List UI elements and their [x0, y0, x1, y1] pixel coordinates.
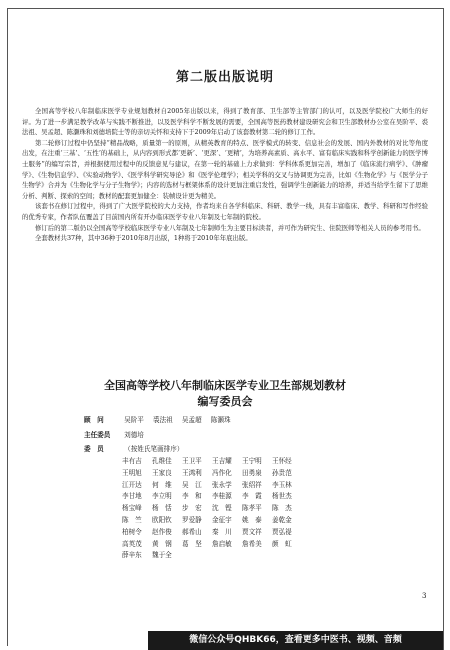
member-name: 郝希山 — [182, 527, 202, 536]
member-name: 李 和 — [182, 492, 202, 501]
member-name: 陈 杰 — [272, 504, 292, 513]
page-border-left — [7, 8, 8, 646]
member-name: 孔维佳 — [152, 457, 172, 465]
member-name: 詹启敏 — [212, 539, 232, 548]
member-name: 步 宏 — [182, 504, 202, 513]
member-name: 李玉林 — [272, 480, 292, 489]
role-label: 主任委员 — [84, 431, 111, 439]
page-border-top — [7, 8, 443, 9]
member-name: 欧阳钦 — [152, 515, 172, 524]
advisor-name: 吴孟超 — [181, 416, 202, 424]
member-name: 王家良 — [152, 468, 172, 477]
member-name: 赵作俊 — [152, 527, 172, 536]
member-name: 田勇泉 — [242, 468, 262, 477]
member-name: 王吉耀 — [212, 457, 232, 465]
member-name: 李立明 — [152, 492, 172, 501]
member-name: 魏于全 — [152, 551, 172, 560]
member-name: 姜乾金 — [272, 515, 292, 524]
preface-body — [22, 106, 428, 244]
role-director — [84, 429, 151, 439]
member-name: 姚 泰 — [242, 515, 262, 524]
member-name: 贾弘禔 — [272, 527, 292, 536]
member-row — [122, 491, 362, 503]
role-members — [84, 443, 190, 453]
role-advisors — [84, 414, 238, 424]
member-name: 秦 川 — [212, 527, 232, 536]
member-name: 丰有吉 — [122, 457, 142, 465]
member-name: 王明旭 — [122, 468, 142, 477]
advisor-name: 陈灏珠 — [210, 416, 231, 424]
paragraph: 全国高等学校八年制临床医学专业规划教材自2005年出版以来，得到了教育部、卫生部等主管部门的认可，以及医学院校广大师生的好评。为了进一步满足教学改革与实践不断推进，以及医学科学不断发展的需要，全国高等医药教材建设研究会和卫生部教材办公室在吴阶平、裘法祖、吴孟超、陈灏珠和刘德培院士等的亲切关怀和支持下于2009年启动了该套教材第二轮的修订工作。 — [22, 107, 428, 137]
member-name: 李桂源 — [212, 492, 232, 501]
page-number: 3 — [422, 592, 427, 600]
member-row — [122, 456, 362, 468]
member-name: 张永学 — [212, 480, 232, 489]
member-row — [122, 527, 362, 539]
advisor-name: 吴阶平 — [124, 416, 144, 424]
member-name: 杨宝峰 — [122, 504, 142, 513]
member-name: 颜 虹 — [272, 539, 292, 548]
role-label: 顾 问 — [84, 416, 104, 424]
page-border-right — [443, 8, 444, 650]
paragraph: 该套书在修订过程中，得到了广大医学院校的大力支持，作者均来自各学科临床、科研、教学一线，具有丰富临床、教学、科研和写作经验的优秀专家，作者队伍覆盖了目前国内所有开办临床医学专业八年制及七年制的院校。 — [22, 202, 428, 221]
paragraph: 修订后的第二版仍以全国高等学校临床医学专业八年制及七年制师生为主要目标读者，并可作为研究生、住院医师等相关人员的参考用书。 — [35, 223, 425, 232]
member-name: 沈 铿 — [212, 504, 232, 513]
member-row — [122, 503, 362, 515]
member-name: 冯作化 — [212, 468, 232, 477]
member-name: 王卫平 — [182, 457, 202, 465]
member-name: 李 霞 — [242, 492, 262, 501]
member-name: 王怀经 — [272, 457, 292, 465]
member-name: 吴 江 — [182, 480, 202, 489]
member-name: 张绍祥 — [242, 480, 262, 489]
member-name: 杨世杰 — [272, 492, 292, 501]
member-row — [122, 550, 362, 562]
paragraph: 第二轮修订过程中仍坚持“精品战略，质量第一的原则，从精英教育的特点、医学模式的转变、信息社会的发展、国内外教材的对比等角度出发，在注重‘三基’、‘五性’的基础上，从内容到形式都‘更新’、‘更深’、‘更精’，为培养高素质、高水平、富有临床实践和科学创新能力的医学博士服务”的编写宗旨，并根据使用过程中的反馈意见与建议，在第一轮的基础上力求做到：学科体系更加完善，增加了《临床流行病学》、《肿瘤学》、《生物信息学》、《实验动物学》、《医学科学研究导论》和《医学伦理学》；相关学科的交叉与协调更为完善，比如《生物化学》与《医学分子生物学》合并为《生物化学与分子生物学》；内容的选材与框架体系的设计更加注重启发性，强调学生创新能力的培养，并适当给学生留下了思维分析、判断、探索的空间；教材的配套更加健全：装帧设计更为精美。 — [22, 138, 428, 200]
member-name: 柏树令 — [122, 527, 142, 536]
member-name: 李甘地 — [122, 492, 142, 501]
advisor-name: 裘法祖 — [153, 416, 173, 424]
member-name: 葛 坚 — [182, 539, 202, 548]
member-row — [122, 539, 362, 551]
member-name: 黄 钢 — [152, 539, 172, 548]
member-name: 陈 竺 — [122, 515, 142, 524]
page-title: 第二版出版说明 — [175, 70, 274, 85]
watermark-banner: 微信公众号QHBK66，查看更多中医书、视频、音频 — [148, 631, 443, 650]
committee-subtitle-line: 编写委员会 — [197, 395, 253, 408]
member-name: 江开达 — [122, 480, 142, 489]
member-row — [122, 515, 362, 527]
member-name: 王宁明 — [242, 457, 262, 465]
member-name: 陈孝平 — [242, 504, 262, 513]
member-name: 高英茂 — [122, 539, 142, 548]
member-name: 罗爱静 — [182, 515, 202, 524]
role-label: 委 员 — [84, 445, 104, 453]
member-name: 贾文祥 — [242, 527, 262, 536]
member-name: 詹希美 — [242, 539, 262, 548]
member-name: 王鸿利 — [182, 468, 202, 477]
member-name: 金征宇 — [212, 515, 232, 524]
member-name: 薛辛东 — [122, 551, 142, 560]
paragraph: 全套教材共37种，其中36种于2010年8月出版，1种将于2010年年底出版。 — [35, 234, 252, 243]
committee-heading — [22, 378, 428, 410]
member-list — [122, 456, 362, 562]
sort-note: （按姓氏笔画排序） — [124, 445, 184, 453]
member-name: 何 维 — [152, 480, 172, 489]
member-row — [122, 480, 362, 492]
member-row — [122, 468, 362, 480]
director-name: 刘德培 — [124, 431, 144, 439]
committee-title-line: 全国高等学校八年制临床医学专业卫生部规划教材 — [104, 379, 346, 392]
member-name: 孙贵范 — [272, 468, 292, 477]
member-name: 杨 恬 — [152, 504, 172, 513]
